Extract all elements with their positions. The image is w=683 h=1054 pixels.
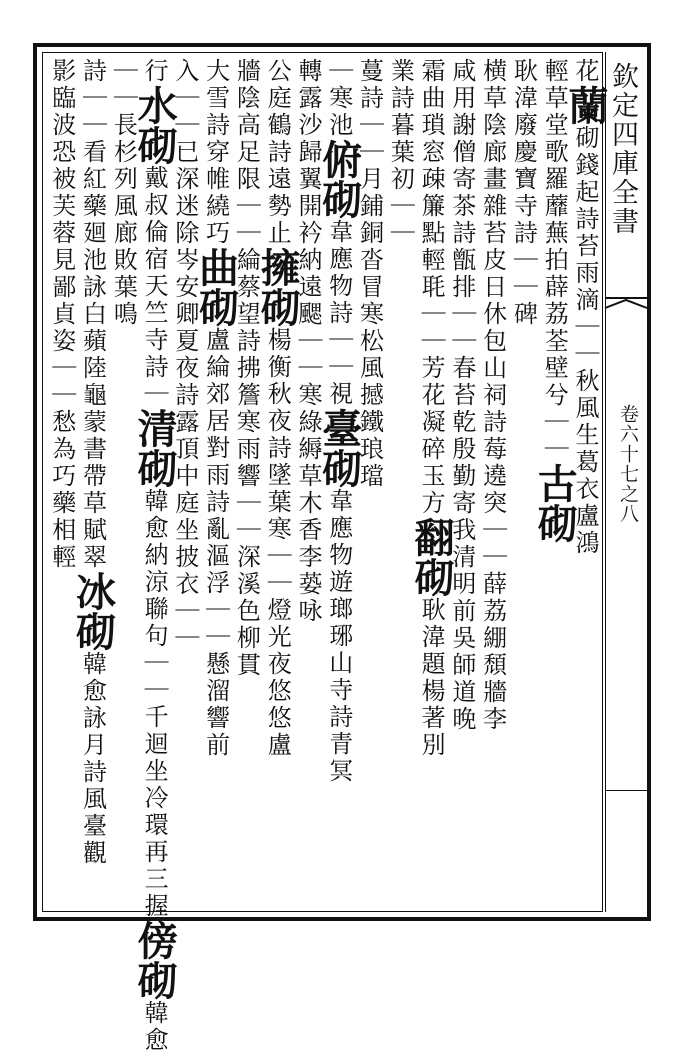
column-text: 咸用謝僧寄茶詩甑排｜｜春苔乾殷勤寄我清明前吳師道晚	[447, 58, 476, 733]
column-text: 耿湋廢慶寶寺詩｜｜碑	[509, 58, 538, 328]
entry-heading: 擁	[254, 247, 302, 287]
entry-heading: 水	[131, 85, 179, 125]
text-column	[254, 58, 302, 908]
column-text: 楊衡秋夜詩墜葉寒｜｜燈光夜悠悠盧	[263, 327, 292, 759]
entry-heading: 俯	[315, 139, 363, 179]
text-column	[46, 58, 77, 908]
column-text: 韋應物遊瑯琊山寺詩青冥	[324, 488, 353, 785]
column-text: 業詩暮葉初｜｜	[386, 58, 415, 247]
text-column	[408, 58, 456, 908]
entry-heading: 古	[531, 463, 579, 503]
fishtail-mark	[605, 296, 647, 310]
column-text: 牆陰高足限｜｜綸蔡望詩拂簷寒雨響｜｜深溪色柳貫	[232, 58, 261, 679]
entry-heading: 臺	[315, 408, 363, 448]
volume-label: 卷六十七之八	[617, 404, 639, 524]
column-text: 韓愈	[140, 1000, 169, 1054]
entry-heading: 翻	[408, 517, 456, 557]
entry-heading: 砌	[531, 503, 579, 543]
column-text: 砌錢起詩苔雨滴｜｜秋風生葛衣盧鴻	[570, 125, 599, 557]
text-column	[69, 58, 117, 908]
text-column	[192, 58, 240, 908]
entry-heading: 冰	[69, 571, 117, 611]
column-text: 入｜｜已深迷除岑安卿夏夜詩露頂中庭坐披衣｜｜	[170, 58, 199, 652]
book-title: 欽定四庫全書	[607, 62, 638, 236]
column-text: 花	[570, 58, 599, 85]
column-text: 輕	[540, 58, 569, 85]
margin-divider	[605, 790, 647, 791]
entry-heading: 傍	[131, 920, 179, 960]
text-column	[231, 58, 262, 908]
column-text: 耿湋題楊著別	[417, 597, 446, 759]
column-text: 行	[140, 58, 169, 85]
entry-heading: 清	[131, 408, 179, 448]
entry-heading: 砌	[69, 611, 117, 651]
column-text: 轉露沙歸翼開衿納遠颸｜｜寒綠縟草木香李蒆咏	[293, 58, 322, 625]
column-text: 戴叔倫宿天竺寺詩｜	[140, 165, 169, 408]
column-text: 霜曲瑣窓疎簾點輕毦｜｜芳花凝碎玉方	[417, 58, 446, 517]
column-text: 影臨波恐被芙蓉見鄙貞姿｜｜愁為巧藥相輕	[47, 58, 76, 571]
entry-heading: 砌	[315, 448, 363, 488]
column-text: ｜寒池	[324, 58, 353, 139]
entry-heading: 砌	[408, 557, 456, 597]
entry-heading: 砌	[131, 960, 179, 1000]
text-column	[385, 58, 416, 908]
column-text: 草堂歌羅蘼蕪拍薜荔荃壁兮｜｜	[540, 85, 569, 463]
column-text: 韓愈納涼聯句｜｜千迴坐冷環再三握	[140, 488, 169, 920]
entry-heading: 砌	[131, 125, 179, 165]
column-text: 公庭鶴詩遠勢止	[263, 58, 292, 247]
entry-heading: 砌	[254, 287, 302, 327]
column-text: 盧綸郊居對雨詩亂漚浮｜｜懸溜響前	[201, 327, 230, 759]
text-column	[508, 58, 539, 908]
text-column	[108, 58, 139, 908]
entry-heading: 砌	[192, 287, 240, 327]
entry-heading: 砌	[315, 179, 363, 219]
entry-heading: 砌	[131, 448, 179, 488]
text-column	[477, 58, 508, 908]
column-text: 横草陰廊畫雜苔皮日休包山祠詩莓遶突｜｜薛荔綳頹牆李	[478, 58, 507, 733]
text-column	[531, 58, 579, 908]
column-text: 韓愈詠月詩風臺觀	[78, 651, 107, 867]
column-text: ｜｜長杉列風廊敗葉鳴	[109, 58, 138, 328]
column-text: 大雪詩穿帷繞巧	[201, 58, 230, 247]
text-column	[292, 58, 323, 908]
column-text: 韋應物詩｜｜視	[324, 219, 353, 408]
text-column	[131, 58, 179, 1054]
text-column	[315, 58, 363, 908]
entry-heading: 曲	[192, 247, 240, 287]
entry-heading: 蘭	[561, 85, 609, 125]
column-text: 蔓詩｜｜月鋪銅沓冒寒松風撼鐵琅璫	[355, 58, 384, 490]
column-text: 詩｜｜看紅藥廻池詠白蘋陸龜蒙書帶草賦翠	[78, 58, 107, 571]
text-column	[446, 58, 477, 908]
